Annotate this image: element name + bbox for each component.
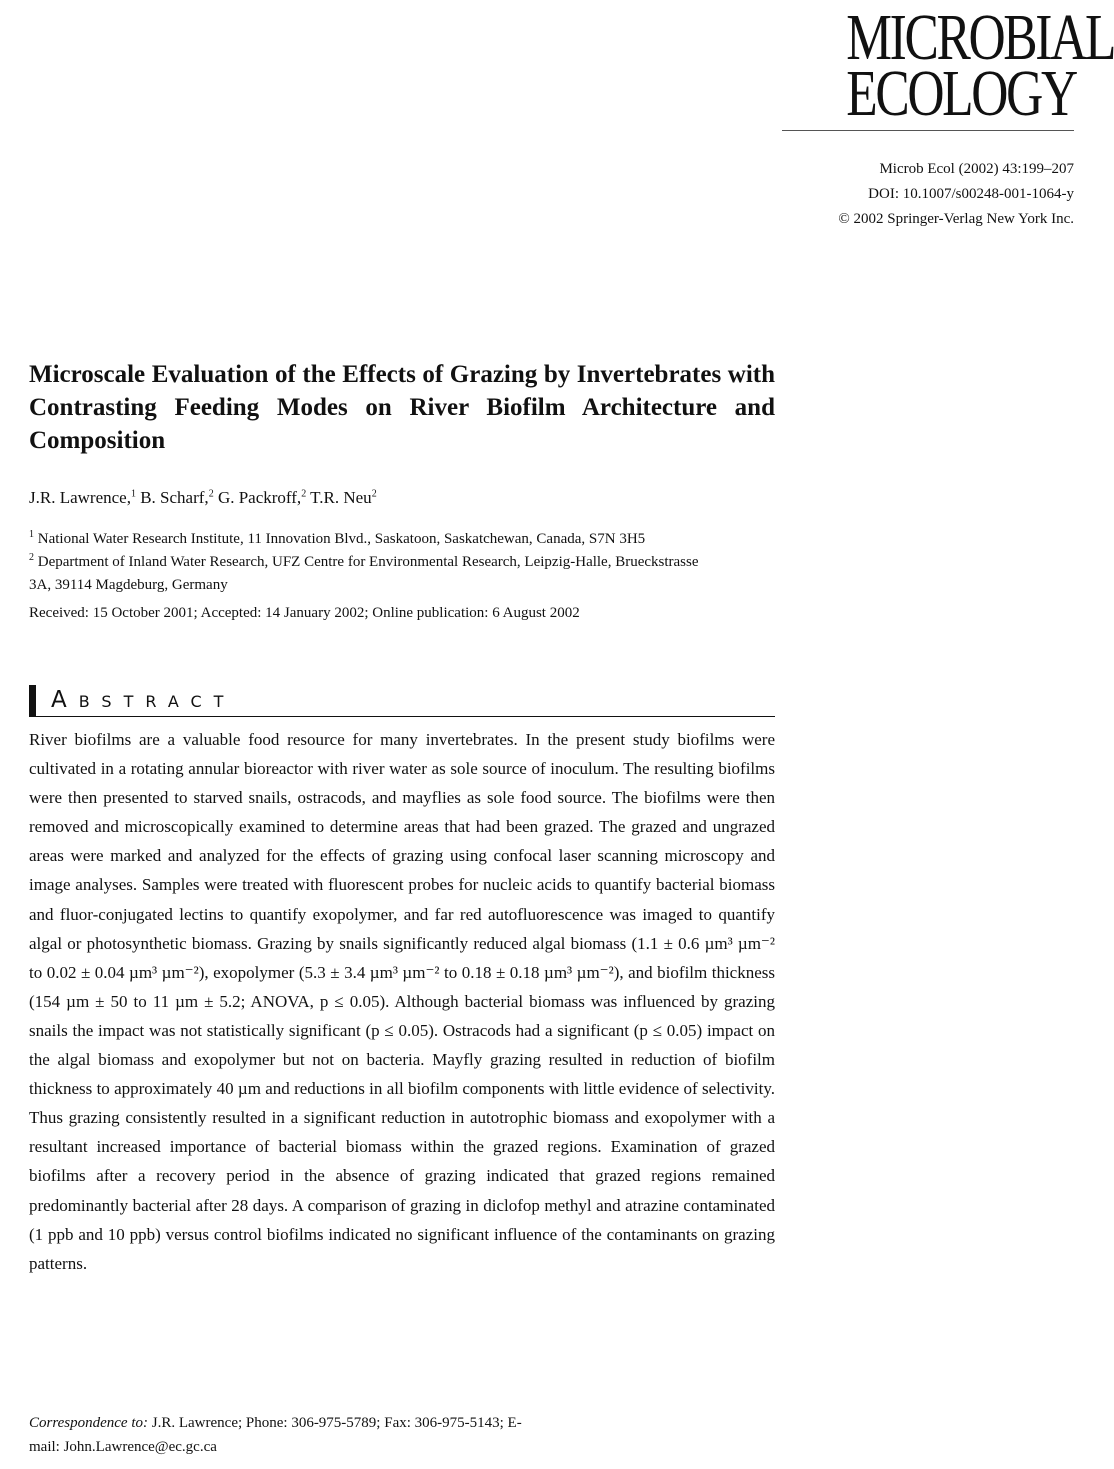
author-name: B. Scharf,	[140, 488, 209, 507]
correspondence-label: Correspondence to:	[29, 1415, 149, 1431]
author-name: J.R. Lawrence,	[29, 488, 131, 507]
abstract-body	[29, 725, 775, 1278]
affiliation-text: National Water Research Institute, 11 Innovation Blvd., Saskatoon, Saskatchewan, Canada, S7N 3H5	[37, 531, 646, 547]
abstract-heading-bar	[29, 685, 36, 716]
author-name: T.R. Neu	[310, 488, 372, 507]
logo-line-2: ECOLOGY	[846, 57, 1076, 130]
author-affil-sup: 2	[371, 488, 377, 500]
affiliation-text: Department of Inland Water Research, UFZ Centre for Environmental Research, Leipzig-Halle, Brueckstrasse 3A, 39114 Magdeburg, Germany	[29, 554, 699, 593]
citation-block	[838, 157, 1074, 232]
author-name: G. Packroff,	[217, 488, 302, 507]
doi: DOI: 10.1007/s00248-001-1064-y	[868, 186, 1074, 202]
abstract-heading	[29, 685, 775, 717]
article-title: Microscale Evaluation of the Effects of Grazing by Invertebrates with Contrasting Feeding Modes on River Biofilm Architecture and Composition	[29, 361, 775, 454]
logo-line-1: MICROBIAL	[846, 1, 1114, 74]
affiliation-sup: 1	[29, 529, 34, 540]
abstract-heading-text	[51, 685, 235, 717]
author-affil-sup: 1	[130, 488, 136, 500]
affiliation-sup: 2	[29, 552, 34, 563]
copyright: © 2002 Springer-Verlag New York Inc.	[838, 211, 1074, 227]
author-affil-sup: 2	[301, 488, 307, 500]
abstract-heading-rest: BSTRACT	[78, 692, 236, 711]
journal-logo	[782, 1, 1114, 131]
citation: Microb Ecol (2002) 43:199–207	[879, 161, 1074, 177]
correspondence-text: J.R. Lawrence; Phone: 306-975-5789; Fax: 306-975-5143; E-mail: John.Lawrence@ec.gc.ca	[29, 1415, 522, 1455]
received-dates: Received: 15 October 2001; Accepted: 14 January 2002; Online publication: 6 August 2002	[29, 605, 580, 621]
abstract-heading-initial: A	[51, 687, 79, 713]
author-list	[29, 488, 377, 508]
abstract-paragraph: River biofilms are a valuable food resource for many invertebrates. In the present study biofilms were cultivated in a rotating annular bioreactor with river water as sole source of inoculum. The resulting biofilms were then presented to starved snails, ostracods, and mayflies as sole food source. The biofilms were then removed and microscopically examined to determine areas that had been grazed. The grazed and ungrazed areas were marked and analyzed for the effects of grazing using confocal laser scanning microscopy and image analyses. Samples were treated with fluorescent probes for nucleic acids to quantify bacterial biomass and fluor-conjugated lectins to quantify exopolymer, and far red autofluorescence was imaged to quantify algal or photosynthetic biomass. Grazing by snails significantly reduced algal biomass (1.1 ± 0.6 µm³ µm⁻² to 0.02 ± 0.04 µm³ µm⁻²), exopolymer (5.3 ± 3.4 µm³ µm⁻² to 0.18 ± 0.18 µm³ µm⁻²), and biofilm thickness (154 µm ± 50 to 11 µm ± 5.2; ANOVA, p ≤ 0.05). Although bacterial biomass was influenced by grazing snails the impact was not statistically significant (p ≤ 0.05). Ostracods had a significant (p ≤ 0.05) impact on the algal biomass and exopolymer but not on bacteria. Mayfly grazing resulted in reduction of biofilm thickness to approximately 40 µm and reductions in all biofilm components with little evidence of selectivity. Thus grazing consistently resulted in a significant reduction in autotrophic biomass and exopolymer with a resultant increased importance of bacterial biomass within the grazed regions. Examination of grazed biofilms after a recovery period in the absence of grazing indicated that grazed regions remained predominantly bacterial after 28 days. A comparison of grazing in diclofop methyl and atrazine contaminated (1 ppb and 10 ppb) versus control biofilms indicated no significant influence of the contaminants on grazing patterns.	[29, 730, 775, 1273]
author-affil-sup: 2	[208, 488, 214, 500]
affiliation-2	[29, 546, 719, 597]
logo-rule	[782, 130, 1074, 131]
correspondence	[29, 1411, 539, 1459]
